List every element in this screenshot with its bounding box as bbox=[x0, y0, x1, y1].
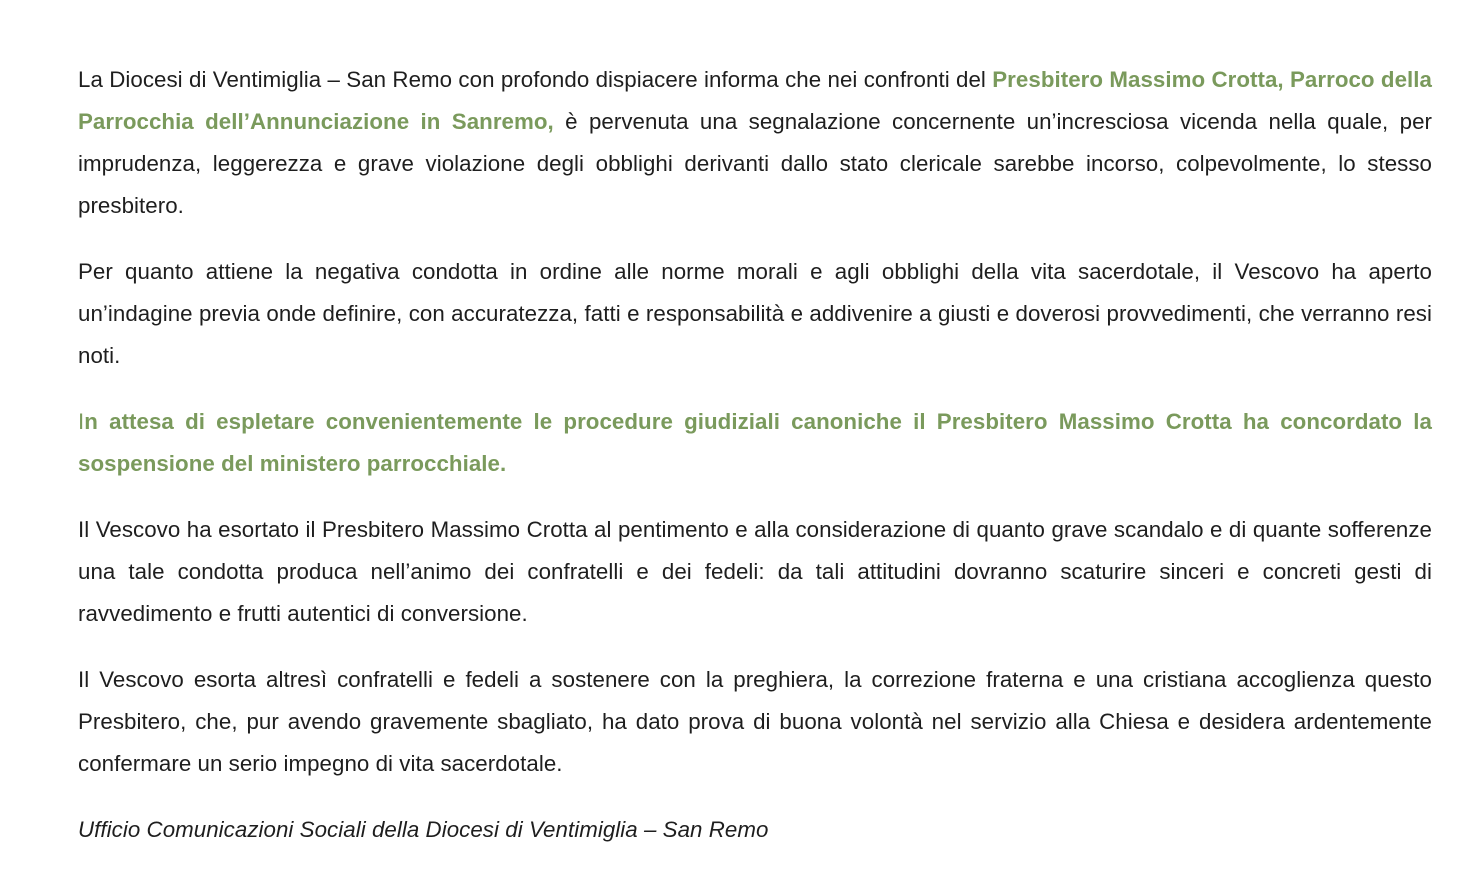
paragraph-1-rest: è pervenuta una segnalazione concernente un’incresciosa vicenda nella quale, per imprudenza, leggerezza e grave violazione degli obblighi derivanti dallo stato clericale sarebbe incorso, colpevolmente, lo stesso presbitero. bbox=[78, 109, 1432, 218]
paragraph-1-intro: La Diocesi di Ventimiglia – San Remo con profondo dispiacere informa che nei confronti del bbox=[78, 67, 993, 92]
paragraph-1-highlight: Presbitero Massimo Crotta, Parroco della Parrocchia dell’Annunciazione in Sanremo, bbox=[78, 67, 1432, 134]
signature: Ufficio Comunicazioni Sociali della Diocesi di Ventimiglia – San Remo bbox=[78, 817, 769, 842]
paragraph-2: Per quanto attiene la negativa condotta in ordine alle norme morali e agli obblighi della vita sacerdotale, il Vescovo ha aperto un’indagine previa onde definire, con accuratezza, fatti e responsabilità e addivenire a giusti e doverosi provvedimenti, che verranno resi noti. bbox=[78, 259, 1432, 368]
paragraph-4: Il Vescovo ha esortato il Presbitero Massimo Crotta al pentimento e alla considerazione di quanto grave scandalo e di quante sofferenze una tale condotta produca nell’animo dei confratelli e dei fedeli: da tali attitudini dovranno scaturire sinceri e concreti gesti di ravvedimento e frutti autentici di conversione. bbox=[78, 517, 1432, 626]
paragraph-3 bbox=[78, 401, 1432, 485]
paragraph-3-first-letter: I bbox=[78, 409, 85, 434]
article-body bbox=[78, 59, 1432, 875]
paragraph-3-highlight: n attesa di espletare convenientemente le procedure giudiziali canoniche il Presbitero Massimo Crotta ha concordato la sospensione del ministero parrocchiale. bbox=[78, 409, 1432, 476]
paragraph-5: Il Vescovo esorta altresì confratelli e fedeli a sostenere con la preghiera, la correzione fraterna e una cristiana accoglienza questo Presbitero, che, pur avendo gravemente sbagliato, ha dato prova di buona volontà nel servizio alla Chiesa e desidera ardentemente confermare un serio impegno di vita sacerdotale. bbox=[78, 667, 1432, 776]
paragraph-1 bbox=[78, 59, 1432, 227]
